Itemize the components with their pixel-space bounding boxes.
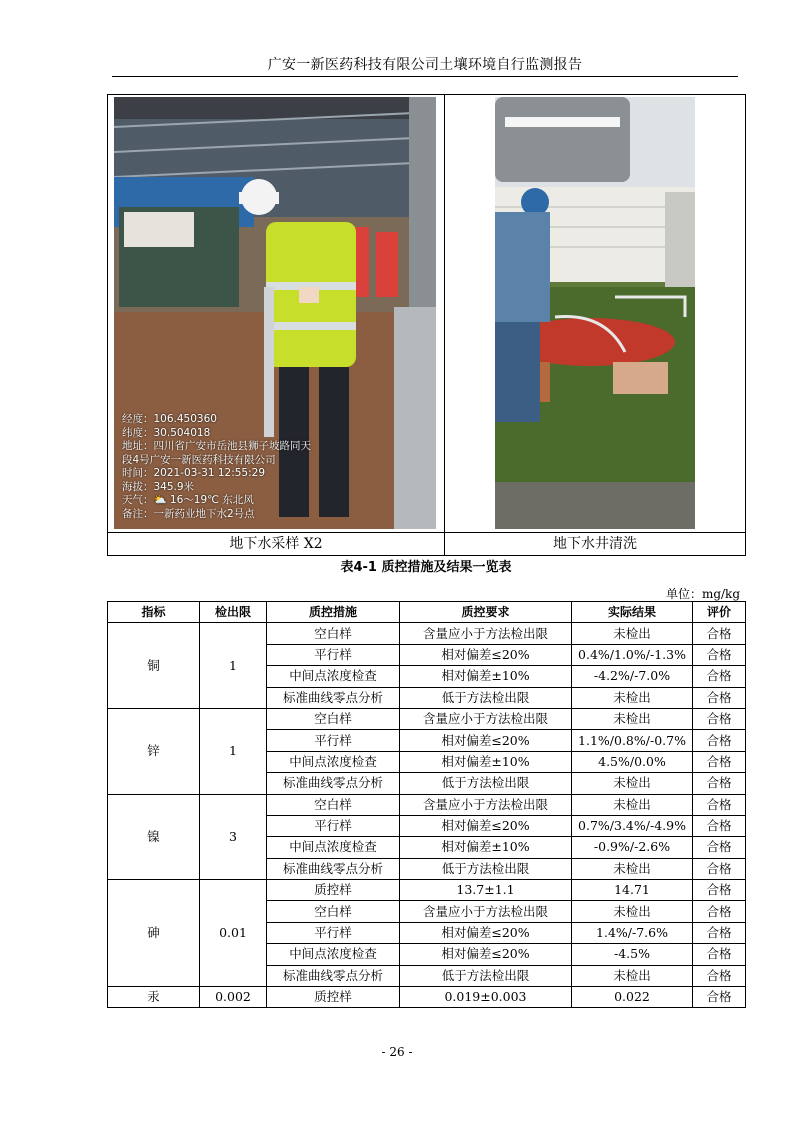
table-row: [108, 708, 746, 729]
requirement-cell: 相对偏差≤20%: [400, 644, 572, 665]
requirement-cell: 含量应小于方法检出限: [400, 794, 572, 815]
measure-cell: 平行样: [267, 644, 400, 665]
table-title: 表4-1 质控措施及结果一览表: [340, 560, 512, 575]
measure-cell: 标准曲线零点分析: [267, 687, 400, 708]
result-cell: -4.2%/-7.0%: [572, 666, 693, 687]
overlay-longitude: 经度：106.450360: [122, 413, 217, 425]
evaluation-cell: 合格: [693, 858, 746, 879]
evaluation-cell: 合格: [693, 815, 746, 836]
measure-cell: 标准曲线零点分析: [267, 773, 400, 794]
measure-cell: 中间点浓度检查: [267, 837, 400, 858]
measure-cell: 中间点浓度检查: [267, 666, 400, 687]
col-header-qc-requirement: 质控要求: [400, 602, 572, 623]
result-cell: 未检出: [572, 708, 693, 729]
result-cell: 0.4%/1.0%/-1.3%: [572, 644, 693, 665]
col-header-qc-measure: 质控措施: [267, 602, 400, 623]
requirement-cell: 相对偏差±10%: [400, 837, 572, 858]
result-cell: 未检出: [572, 858, 693, 879]
requirement-cell: 相对偏差≤20%: [400, 730, 572, 751]
report-header: 广安一新医药科技有限公司土壤环境自行监测报告: [267, 57, 583, 73]
table-unit: 单位：mg/kg: [665, 587, 740, 601]
result-cell: 未检出: [572, 794, 693, 815]
indicator-cell: 汞: [108, 987, 200, 1008]
result-cell: 0.022: [572, 987, 693, 1008]
photo-cell-sampling: [108, 95, 445, 533]
result-cell: 0.7%/3.4%/-4.9%: [572, 815, 693, 836]
measure-cell: 标准曲线零点分析: [267, 965, 400, 986]
evaluation-cell: 合格: [693, 794, 746, 815]
requirement-cell: 低于方法检出限: [400, 965, 572, 986]
requirement-cell: 13.7±1.1: [400, 880, 572, 901]
evaluation-cell: 合格: [693, 837, 746, 858]
result-cell: -0.9%/-2.6%: [572, 837, 693, 858]
overlay-note: 备注：一新药业地下水2号点: [122, 507, 255, 520]
result-cell: 4.5%/0.0%: [572, 751, 693, 772]
result-cell: -4.5%: [572, 944, 693, 965]
requirement-cell: 含量应小于方法检出限: [400, 623, 572, 644]
well-cleaning-photo: [495, 97, 695, 529]
indicator-cell: 砷: [108, 880, 200, 987]
page-number: - 26 -: [381, 1045, 413, 1059]
result-cell: 1.4%/-7.6%: [572, 922, 693, 943]
measure-cell: 空白样: [267, 708, 400, 729]
requirement-cell: 低于方法检出限: [400, 687, 572, 708]
requirement-cell: 相对偏差±10%: [400, 751, 572, 772]
overlay-latitude: 纬度：30.504018: [122, 426, 211, 439]
measure-cell: 平行样: [267, 730, 400, 751]
requirement-cell: 低于方法检出限: [400, 858, 572, 879]
measure-cell: 中间点浓度检查: [267, 751, 400, 772]
requirement-cell: 相对偏差≤20%: [400, 944, 572, 965]
qc-results-table: [107, 601, 746, 1008]
evaluation-cell: 合格: [693, 687, 746, 708]
overlay-address-line1: 地址：四川省广安市岳池县狮子坡路同天: [122, 440, 311, 452]
indicator-cell: 铜: [108, 623, 200, 709]
evaluation-cell: 合格: [693, 901, 746, 922]
evaluation-cell: 合格: [693, 944, 746, 965]
col-header-detection-limit: 检出限: [200, 602, 267, 623]
requirement-cell: 0.019±0.003: [400, 987, 572, 1008]
groundwater-sampling-photo: [114, 97, 436, 529]
col-header-actual-result: 实际结果: [572, 602, 693, 623]
measure-cell: 质控样: [267, 880, 400, 901]
evaluation-cell: 合格: [693, 730, 746, 751]
measure-cell: 空白样: [267, 794, 400, 815]
result-cell: 1.1%/0.8%/-0.7%: [572, 730, 693, 751]
measure-cell: 空白样: [267, 901, 400, 922]
measure-cell: 质控样: [267, 987, 400, 1008]
evaluation-cell: 合格: [693, 965, 746, 986]
indicator-cell: 镍: [108, 794, 200, 880]
measure-cell: 平行样: [267, 815, 400, 836]
evaluation-cell: 合格: [693, 773, 746, 794]
header-rule: [112, 76, 738, 77]
table-row: [108, 880, 746, 901]
result-cell: 未检出: [572, 773, 693, 794]
detection-limit-cell: 0.01: [200, 880, 267, 987]
requirement-cell: 含量应小于方法检出限: [400, 708, 572, 729]
overlay-time: 时间：2021-03-31 12:55:29: [122, 467, 266, 479]
measure-cell: 空白样: [267, 623, 400, 644]
requirement-cell: 相对偏差≤20%: [400, 922, 572, 943]
photo-cell-well-cleaning: [445, 95, 746, 533]
requirement-cell: 低于方法检出限: [400, 773, 572, 794]
photo-caption-well-cleaning: 地下水井清洗: [445, 533, 746, 556]
measure-cell: 标准曲线零点分析: [267, 858, 400, 879]
evaluation-cell: 合格: [693, 708, 746, 729]
col-header-evaluation: 评价: [693, 602, 746, 623]
col-header-indicator: 指标: [108, 602, 200, 623]
evaluation-cell: 合格: [693, 644, 746, 665]
requirement-cell: 相对偏差±10%: [400, 666, 572, 687]
table-header-row: [108, 602, 746, 623]
evaluation-cell: 合格: [693, 751, 746, 772]
result-cell: 未检出: [572, 965, 693, 986]
result-cell: 未检出: [572, 687, 693, 708]
requirement-cell: 相对偏差≤20%: [400, 815, 572, 836]
overlay-weather: 天气：⛅ 16～19℃ 东北风: [122, 494, 254, 506]
table-row: [108, 987, 746, 1008]
detection-limit-cell: 0.002: [200, 987, 267, 1008]
requirement-cell: 含量应小于方法检出限: [400, 901, 572, 922]
photo-caption-sampling: 地下水采样 X2: [108, 533, 445, 556]
evaluation-cell: 合格: [693, 880, 746, 901]
detection-limit-cell: 1: [200, 623, 267, 709]
indicator-cell: 锌: [108, 708, 200, 794]
result-cell: 未检出: [572, 623, 693, 644]
overlay-altitude: 海拔：345.9米: [122, 480, 195, 493]
evaluation-cell: 合格: [693, 666, 746, 687]
measure-cell: 中间点浓度检查: [267, 944, 400, 965]
evaluation-cell: 合格: [693, 922, 746, 943]
measure-cell: 平行样: [267, 922, 400, 943]
overlay-address-line2: 段4号广安一新医药科技有限公司: [122, 453, 276, 466]
photo-table: [107, 94, 746, 556]
result-cell: 14.71: [572, 880, 693, 901]
detection-limit-cell: 1: [200, 708, 267, 794]
table-row: [108, 623, 746, 644]
detection-limit-cell: 3: [200, 794, 267, 880]
result-cell: 未检出: [572, 901, 693, 922]
table-row: [108, 794, 746, 815]
evaluation-cell: 合格: [693, 987, 746, 1008]
photo-watermark-overlay: [122, 413, 311, 521]
evaluation-cell: 合格: [693, 623, 746, 644]
